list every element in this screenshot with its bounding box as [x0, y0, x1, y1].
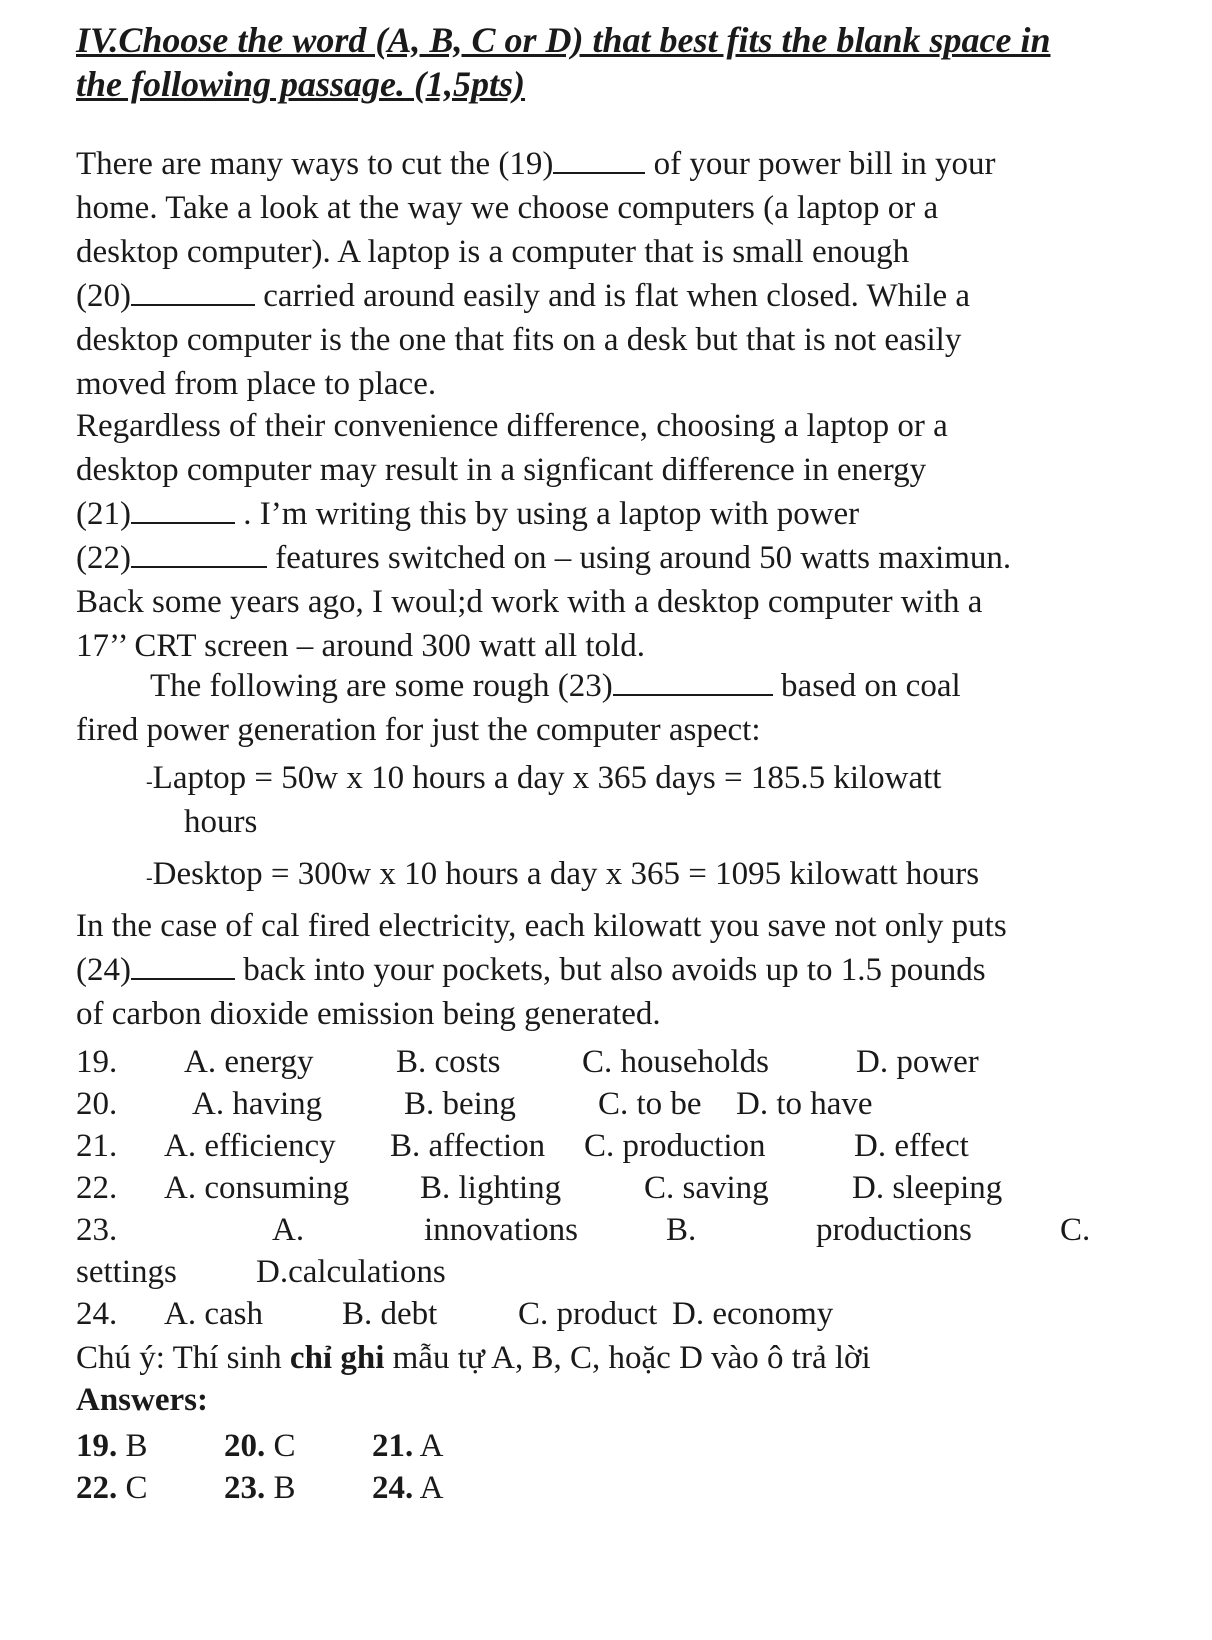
passage-text: In the case of cal fired electricity, each kilowatt you save not only puts: [76, 908, 1007, 944]
note-emphasis: chỉ ghi: [289, 1340, 385, 1376]
option-c: C. to be: [598, 1086, 702, 1122]
passage-paragraph-4: [76, 904, 1007, 1036]
section-heading: [76, 18, 1156, 106]
passage-paragraph-1: [76, 142, 996, 406]
passage-text: fired power generation for just the computer aspect:: [76, 712, 761, 748]
passage-text: (24): [76, 952, 131, 988]
answers-title: Answers:: [76, 1382, 208, 1418]
option-c: C. saving: [644, 1170, 769, 1206]
passage-text: The following are some rough (23): [150, 668, 613, 704]
option-a: A. energy: [184, 1044, 314, 1080]
passage-paragraph-2: [76, 404, 1011, 668]
blank-21: [131, 492, 235, 524]
answer-23: [224, 1466, 296, 1510]
answer-number: 23.: [224, 1470, 266, 1506]
answer-value: C: [265, 1428, 296, 1464]
option-b: B. affection: [390, 1128, 546, 1164]
answer-20: [224, 1424, 296, 1468]
passage-paragraph-3: [76, 664, 961, 752]
question-number: 22.: [76, 1170, 118, 1206]
option-b-word: productions: [816, 1212, 972, 1248]
option-d: D. economy: [672, 1296, 834, 1332]
blank-19: [553, 142, 645, 174]
passage-text: of carbon dioxide emission being generated.: [76, 996, 661, 1032]
passage-text: There are many ways to cut the (19): [76, 146, 554, 182]
option-d: D. sleeping: [852, 1170, 1003, 1206]
passage-text: back into your pockets, but also avoids up to 1.5 pounds: [243, 952, 986, 988]
blank-20: [131, 274, 255, 306]
question-number: 21.: [76, 1128, 118, 1164]
option-d: D. power: [856, 1044, 979, 1080]
answer-number: 24.: [372, 1470, 414, 1506]
bullet-desktop: [146, 852, 979, 900]
option-a: A. consuming: [164, 1170, 350, 1206]
heading-line-1: IV.Choose the word (A, B, C or D) that best fits the blank space in: [76, 20, 1051, 60]
option-c: C. production: [584, 1128, 766, 1164]
option-c: C. product: [518, 1296, 658, 1332]
answer-number: 22.: [76, 1470, 118, 1506]
option-a: A. having: [192, 1086, 323, 1122]
passage-text: (20): [76, 278, 131, 314]
option-a: A. efficiency: [164, 1128, 336, 1164]
passage-text: home. Take a look at the way we choose computers (a laptop or a: [76, 190, 939, 226]
option-b-letter: B.: [666, 1212, 697, 1248]
passage-text: desktop computer may result in a signficant difference in energy: [76, 452, 927, 488]
question-number: 20.: [76, 1086, 118, 1122]
blank-23: [613, 664, 773, 696]
bullet-laptop: [146, 756, 941, 804]
option-b: B. costs: [396, 1044, 501, 1080]
answer-number: 21.: [372, 1428, 414, 1464]
answer-value: A: [413, 1470, 444, 1506]
option-a-word: innovations: [424, 1212, 578, 1248]
blank-24: [131, 948, 235, 980]
passage-text: desktop computer is the one that fits on a desk but that is not easily: [76, 322, 962, 358]
answer-number: 20.: [224, 1428, 266, 1464]
passage-text: moved from place to place.: [76, 366, 437, 402]
answer-value: A: [413, 1428, 444, 1464]
bullet-text: Laptop = 50w x 10 hours a day x 365 days = 185.5 kilowatt: [152, 760, 942, 796]
note-text: Chú ý: Thí sinh: [76, 1340, 290, 1376]
option-c-word: settings: [76, 1254, 177, 1290]
passage-text: Back some years ago, I woul;d work with a desktop computer with a: [76, 584, 983, 620]
passage-text: of your power bill in your: [653, 146, 996, 182]
question-number: 24.: [76, 1296, 118, 1332]
answer-value: B: [117, 1428, 148, 1464]
option-b: B. lighting: [420, 1170, 562, 1206]
heading-line-2: the following passage.: [76, 64, 406, 104]
option-a: A. cash: [164, 1296, 263, 1332]
answer-number: 19.: [76, 1428, 118, 1464]
heading-points: (1,5pts): [414, 64, 526, 104]
passage-text: Regardless of their convenience difference, choosing a laptop or a: [76, 408, 948, 444]
passage-text: carried around easily and is flat when closed. While a: [263, 278, 971, 314]
option-d: D.calculations: [256, 1254, 446, 1290]
bullet-text: Desktop = 300w x 10 hours a day x 365 = 1095 kilowatt hours: [152, 856, 980, 892]
option-b: B. debt: [342, 1296, 438, 1332]
option-c: C. households: [582, 1044, 770, 1080]
option-d: D. to have: [736, 1086, 873, 1122]
passage-text: (22): [76, 540, 131, 576]
option-d: D. effect: [854, 1128, 969, 1164]
bullet-text: hours: [184, 804, 258, 840]
option-c-letter: C.: [1060, 1212, 1091, 1248]
passage-text: desktop computer). A laptop is a computer that is small enough: [76, 234, 910, 270]
note-text: mẫu tự A, B, C, hoặc D vào ô trả lời: [384, 1340, 871, 1376]
passage-text: . I’m writing this by using a laptop with power: [243, 496, 860, 532]
answer-24: [372, 1466, 444, 1510]
blank-22: [131, 536, 267, 568]
option-b: B. being: [404, 1086, 516, 1122]
option-a-letter: A.: [272, 1212, 305, 1248]
passage-text: (21): [76, 496, 131, 532]
passage-text: based on coal: [781, 668, 961, 704]
passage-text: features switched on – using around 50 watts maximun.: [275, 540, 1012, 576]
passage-text: 17’’ CRT screen – around 300 watt all told.: [76, 628, 645, 664]
answer-22: [76, 1466, 148, 1510]
bullet-dash: -: [146, 867, 153, 889]
question-number: 23.: [76, 1212, 118, 1248]
bullet-laptop-continued: [184, 800, 257, 844]
question-number: 19.: [76, 1044, 118, 1080]
answer-19: [76, 1424, 148, 1468]
answer-value: C: [117, 1470, 148, 1506]
answer-value: B: [265, 1470, 296, 1506]
instruction-note: [76, 1336, 871, 1380]
answer-21: [372, 1424, 444, 1468]
bullet-dash: -: [146, 771, 153, 793]
